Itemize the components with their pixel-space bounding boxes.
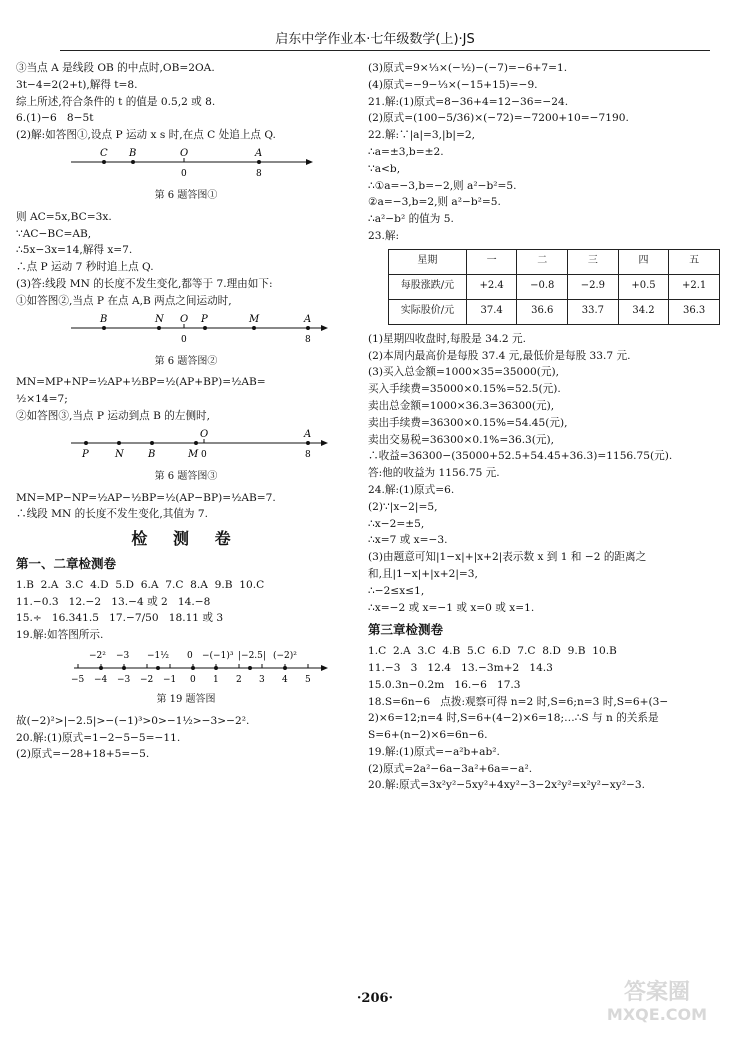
- tick-label: 2: [236, 674, 242, 685]
- point-label: P: [82, 448, 89, 460]
- point-label: 0: [187, 650, 193, 661]
- right-block-3: [368, 643, 720, 794]
- table-cell: 实际股价/元: [389, 299, 467, 324]
- text-line: 20.解:(1)原式=1−2−5−5=−11.: [16, 731, 181, 744]
- text-line: (4)原式=−9−⅓×(−15+15)=−9.: [368, 78, 538, 91]
- tick-label: −5: [71, 674, 85, 685]
- point-label: A: [304, 313, 312, 325]
- text-line: (2)∵|x−2|=5,: [368, 500, 438, 513]
- watermark-logo: [582, 982, 732, 1032]
- text-line: (3)答:线段 MN 的长度不发生变化,都等于 7.理由如下:: [16, 277, 273, 290]
- point-label: M: [188, 448, 199, 460]
- left-block-2: [16, 209, 356, 310]
- text-line: ½×14=7;: [16, 393, 68, 406]
- point-label: A: [255, 147, 263, 159]
- table-cell: +2.4: [466, 274, 517, 299]
- table-cell: 一: [466, 249, 517, 274]
- table-cell: 四: [618, 249, 669, 274]
- figure-caption: 第 19 题答图: [156, 693, 216, 705]
- text-line: 15.0.3n−0.2m 16.−6 17.3: [368, 678, 521, 691]
- point-label: O: [200, 428, 209, 440]
- tick-label: 0: [181, 334, 187, 345]
- number-line-figure-3: [16, 425, 356, 486]
- point-label: −(−1)³: [202, 650, 234, 661]
- text-line: S=6+(n−2)×6=6n−6.: [368, 729, 488, 742]
- tick-label: −3: [117, 674, 131, 685]
- tick-label: 4: [282, 674, 288, 685]
- left-block-1: [16, 60, 356, 144]
- table-cell: 五: [669, 249, 720, 274]
- point-label: |−2.5|: [238, 650, 266, 661]
- text-line: ∵a<b,: [368, 162, 401, 175]
- tick-label: 8: [305, 334, 311, 345]
- number-line-figure-4: [16, 644, 356, 709]
- text-line: 21.解:(1)原式=8−36+4=12−36=−24.: [368, 95, 569, 108]
- text-line: 卖出交易税=36300×0.1%=36.3(元),: [368, 433, 555, 446]
- left-block-6: [16, 713, 356, 763]
- text-line: 卖出总金额=1000×36.3=36300(元),: [368, 399, 555, 412]
- point-label: N: [155, 313, 164, 325]
- left-column: [16, 60, 356, 763]
- point-label: B: [129, 147, 137, 159]
- point-label: O: [180, 147, 189, 159]
- right-block-1: [368, 60, 720, 245]
- left-block-4: [16, 490, 356, 524]
- table-cell: −0.8: [517, 274, 568, 299]
- section-title: 检 测 卷: [131, 529, 241, 549]
- text-line: ②a=−3,b=2,则 a²−b²=5.: [368, 196, 501, 209]
- table-row: [389, 299, 720, 324]
- text-line: (2)解:如答图①,设点 P 运动 x s 时,在点 C 处追上点 Q.: [16, 129, 276, 142]
- text-line: 和,且|1−x|+|x+2|=3,: [368, 567, 478, 580]
- tick-label: 8: [305, 449, 311, 460]
- text-line: ∴a=±3,b=±2.: [368, 145, 444, 158]
- text-line: 综上所述,符合条件的 t 的值是 0.5,2 或 8.: [16, 95, 216, 108]
- right-block-2: [368, 331, 720, 617]
- text-line: (3)买入总金额=1000×35=35000(元),: [368, 366, 559, 379]
- point-label: A: [304, 428, 312, 440]
- figure-caption: 第 6 题答图②: [154, 355, 218, 367]
- text-line: ∴收益=36300−(35000+52.5+54.45+36.3)=1156.75(元).: [368, 450, 673, 463]
- table-row: [389, 274, 720, 299]
- text-line: MN=MP+NP=½AP+½BP=½(AP+BP)=½AB=: [16, 376, 266, 389]
- text-line: ∴点 P 运动 7 秒时追上点 Q.: [16, 261, 154, 274]
- text-line: 19.解:(1)原式=−a²b+ab².: [368, 745, 500, 758]
- table-cell: 34.2: [618, 299, 669, 324]
- tick-label: 5: [305, 674, 311, 685]
- table-cell: +2.1: [669, 274, 720, 299]
- number-line-figure-1: [16, 144, 356, 205]
- number-line-figure-2: [16, 310, 356, 371]
- page-number: ·206·: [356, 991, 394, 1006]
- tick-label: −2: [140, 674, 154, 685]
- text-line: ∴5x−3x=14,解得 x=7.: [16, 244, 133, 257]
- text-line: ③当点 A 是线段 OB 的中点时,OB=2OA.: [16, 62, 215, 74]
- tick-label: 0: [201, 449, 207, 460]
- table-cell: 三: [568, 249, 619, 274]
- text-line: 故(−2)²>|−2.5|>−(−1)³>0>−1½>−3>−2².: [16, 714, 250, 727]
- tick-label: −1: [163, 674, 177, 685]
- point-label: −2²: [89, 650, 106, 661]
- text-line: (3)由题意可知|1−x|+|x+2|表示数 x 到 1 和 −2 的距离之: [368, 551, 647, 564]
- tick-label: 1: [213, 674, 219, 685]
- table-cell: 星期: [389, 249, 467, 274]
- point-label: B: [148, 448, 156, 460]
- text-line: (2)原式=(100−5/36)×(−72)=−7200+10=−7190.: [368, 112, 629, 125]
- text-line: ∵AC−BC=AB,: [16, 227, 92, 240]
- point-label: M: [249, 313, 260, 325]
- table-cell: 36.3: [669, 299, 720, 324]
- point-label: O: [180, 313, 189, 325]
- text-line: (2)原式=2a²−6a−3a²+6a=−a².: [368, 762, 533, 775]
- text-line: (3)原式=9×⅓×(−½)−(−7)=−6+7=1.: [368, 62, 568, 74]
- table-cell: −2.9: [568, 274, 619, 299]
- header-divider: [60, 50, 710, 51]
- table-cell: 33.7: [568, 299, 619, 324]
- point-label: −3: [116, 650, 130, 661]
- point-label: −1½: [147, 650, 169, 661]
- table-cell: 二: [517, 249, 568, 274]
- figure-caption: 第 6 题答图③: [154, 470, 218, 482]
- text-line: (2)本周内最高价是每股 37.4 元,最低价是每股 33.7 元.: [368, 349, 631, 362]
- text-line: ∴x−2=±5,: [368, 517, 425, 530]
- table-cell: 每股涨跌/元: [389, 274, 467, 299]
- left-block-3: [16, 374, 356, 424]
- watermark-url: MXQE.COM: [606, 1005, 708, 1024]
- table-cell: 37.4: [466, 299, 517, 324]
- text-line: 15.÷ 16.341.5 17.−7/50 18.11 或 3: [16, 612, 224, 625]
- text-line: 6.(1)−6 8−5t: [16, 112, 94, 125]
- text-line: 2)×6=12;n=4 时,S=6+(4−2)×6=18;…∴S 与 n 的关系是: [368, 712, 659, 725]
- text-line: 18.S=6n−6 点拨:观察可得 n=2 时,S=6;n=3 时,S=6+(3−: [368, 695, 669, 708]
- text-line: 3t−4=2(2+t),解得 t=8.: [16, 78, 138, 91]
- point-label: (−2)²: [273, 650, 297, 661]
- text-line: 11.−0.3 12.−2 13.−4 或 2 14.−8: [16, 595, 211, 608]
- text-line: 则 AC=5x,BC=3x.: [16, 210, 112, 223]
- tick-label: 8: [256, 168, 262, 179]
- text-line: ②如答图③,当点 P 运动到点 B 的左侧时,: [16, 409, 211, 422]
- tick-label: −4: [94, 674, 108, 685]
- tick-label: 0: [190, 674, 196, 685]
- table-cell: +0.5: [618, 274, 669, 299]
- left-block-5: [16, 577, 356, 644]
- text-line: ∴x=7 或 x=−3.: [368, 534, 448, 547]
- point-label: B: [100, 313, 108, 325]
- figure-caption: 第 6 题答图①: [154, 189, 218, 201]
- text-line: (1)星期四收盘时,每股是 34.2 元.: [368, 332, 527, 345]
- text-line: 23.解:: [368, 229, 400, 242]
- point-label: P: [201, 313, 208, 325]
- text-line: 20.解:原式=3x²y²−5xy²+4xy²−3−2x²y²=x²y²−xy²−3.: [368, 779, 645, 792]
- text-line: 卖出手续费=36300×0.15%=54.45(元),: [368, 416, 568, 429]
- right-column: [368, 60, 720, 794]
- point-label: C: [100, 147, 108, 159]
- point-label: N: [115, 448, 124, 460]
- text-line: 1.C 2.A 3.C 4.B 5.C 6.D 7.C 8.D 9.B 10.B: [368, 645, 617, 658]
- text-line: ∴x=−2 或 x=−1 或 x=0 或 x=1.: [368, 601, 535, 614]
- text-line: 19.解:如答图所示.: [16, 629, 104, 642]
- tick-label: 3: [259, 674, 265, 685]
- text-line: 24.解:(1)原式=6.: [368, 483, 455, 496]
- text-line: ∴−2≤x≤1,: [368, 584, 425, 597]
- table-cell: 36.6: [517, 299, 568, 324]
- watermark-text: 答案圈: [623, 980, 690, 1005]
- text-line: 1.B 2.A 3.C 4.D 5.D 6.A 7.C 8.A 9.B 10.C: [16, 578, 265, 591]
- text-line: ∴①a=−3,b=−2,则 a²−b²=5.: [368, 179, 517, 192]
- tick-label: 0: [181, 168, 187, 179]
- text-line: 22.解:∵|a|=3,|b|=2,: [368, 129, 475, 142]
- text-line: ①如答图②,当点 P 在点 A,B 两点之间运动时,: [16, 294, 232, 307]
- chapter-heading: 第三章检测卷: [368, 622, 444, 638]
- text-line: 11.−3 3 12.4 13.−3m+2 14.3: [368, 661, 553, 674]
- table-header-row: [389, 249, 720, 274]
- text-line: (2)原式=−28+18+5=−5.: [16, 748, 150, 761]
- stock-table: [388, 249, 720, 325]
- text-line: 答:他的收益为 1156.75 元.: [368, 467, 500, 480]
- chapter-heading: 第一、二章检测卷: [16, 555, 117, 571]
- page-header: 启东中学作业本·七年级数学(上)·JS: [275, 32, 475, 47]
- text-line: 买入手续费=35000×0.15%=52.5(元).: [368, 383, 561, 396]
- text-line: ∴a²−b² 的值为 5.: [368, 213, 454, 226]
- text-line: MN=MP−NP=½AP−½BP=½(AP−BP)=½AB=7.: [16, 491, 276, 504]
- text-line: ∴线段 MN 的长度不发生变化,其值为 7.: [16, 508, 209, 521]
